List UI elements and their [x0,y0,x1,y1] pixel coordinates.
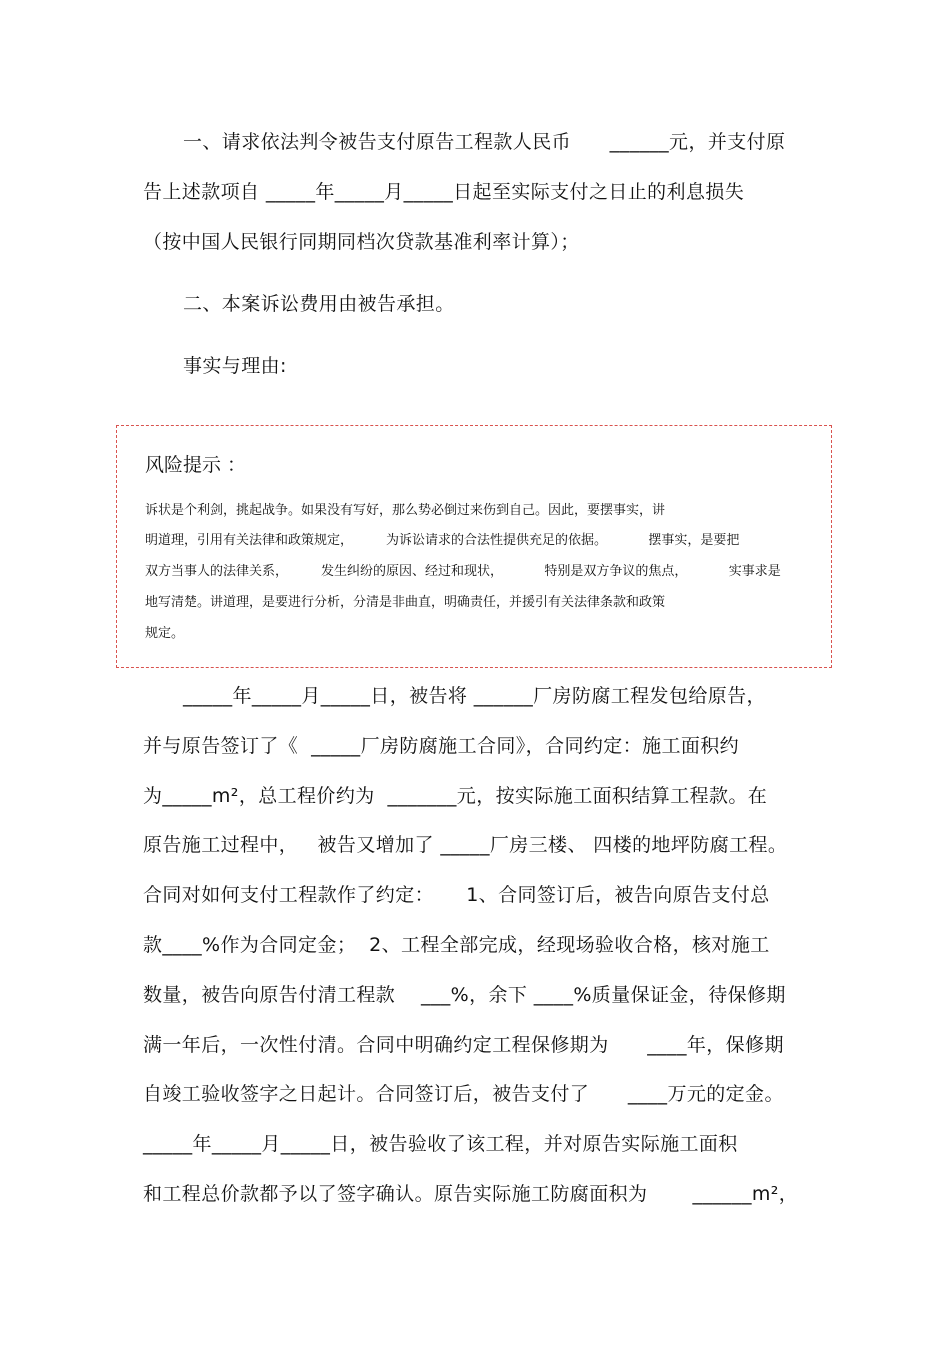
risk-notice-line: 规定。 [145,626,185,641]
facts-paragraph-line: 自竣工验收签字之日起计。合同签订后，被告支付了 ____万元的定金。 [143,1083,784,1105]
facts-paragraph-line: _____年_____月_____日，被告将 ______厂房防腐工程发包给原告， [183,685,766,707]
facts-paragraph-line: 并与原告签订了《 _____厂房防腐施工合同》，合同约定：施工面积约 [143,735,740,757]
risk-notice-line: 双方当事人的法律关系， 发生纠纷的原因、经过和现状， 特别是双方争议的焦点， 实事求是 [145,564,781,579]
facts-paragraph-line: 为_____m²，总工程价约为 _______元，按实际施工面积结算工程款。在 [143,785,768,807]
facts-paragraph-line: 合同对如何支付工程款作了约定： 1、合同签订后，被告向原告支付总 [143,884,770,906]
facts-paragraph-line: 数量，被告向原告付清工程款 ___%，余下 ____%质量保证金，待保修期 [143,984,786,1006]
facts-paragraph-line: 原告施工过程中， 被告又增加了 _____厂房三楼、 四楼的地坪防腐工程。 [143,834,788,856]
risk-notice-title: 风险提示 ： [145,454,247,476]
facts-paragraph-line: 和工程总价款都予以了签字确认。原告实际施工防腐面积为 ______m²， [143,1183,799,1205]
facts-paragraph-line: 款____%作为合同定金； 2、工程全部完成，经现场验收合格，核对施工 [143,934,770,956]
claim-1-line: 一、请求依法判令被告支付原告工程款人民币 ______元，并支付原 [183,131,786,153]
claim-1-continuation: 告上述款项自 _____年_____月_____日起至实际支付之日止的利息损失 [143,181,745,203]
claim-2-line: 二、本案诉讼费用由被告承担。 [183,293,455,315]
risk-notice-line: 明道理，引用有关法律和政策规定， 为诉讼请求的合法性提供充足的依据。 摆事实，是要把 [145,533,740,548]
facts-paragraph-line: 满一年后，一次性付清。合同中明确约定工程保修期为 ____年，保修期 [143,1034,784,1056]
risk-notice-line: 地写清楚。讲道理，是要进行分析，分清是非曲直，明确责任，并援引有关法律条款和政策 [145,595,666,610]
claim-1-interest-note: （按中国人民银行同期同档次贷款基准利率计算）； [143,231,580,253]
facts-paragraph-line: _____年_____月_____日，被告验收了该工程，并对原告实际施工面积 [143,1133,738,1155]
risk-notice-line: 诉状是个利剑，挑起战争。如果没有写好，那么势必倒过来伤到自己。因此，要摆事实，讲 [145,503,666,518]
risk-notice-box [116,425,832,668]
facts-heading: 事实与理由: [183,355,287,377]
